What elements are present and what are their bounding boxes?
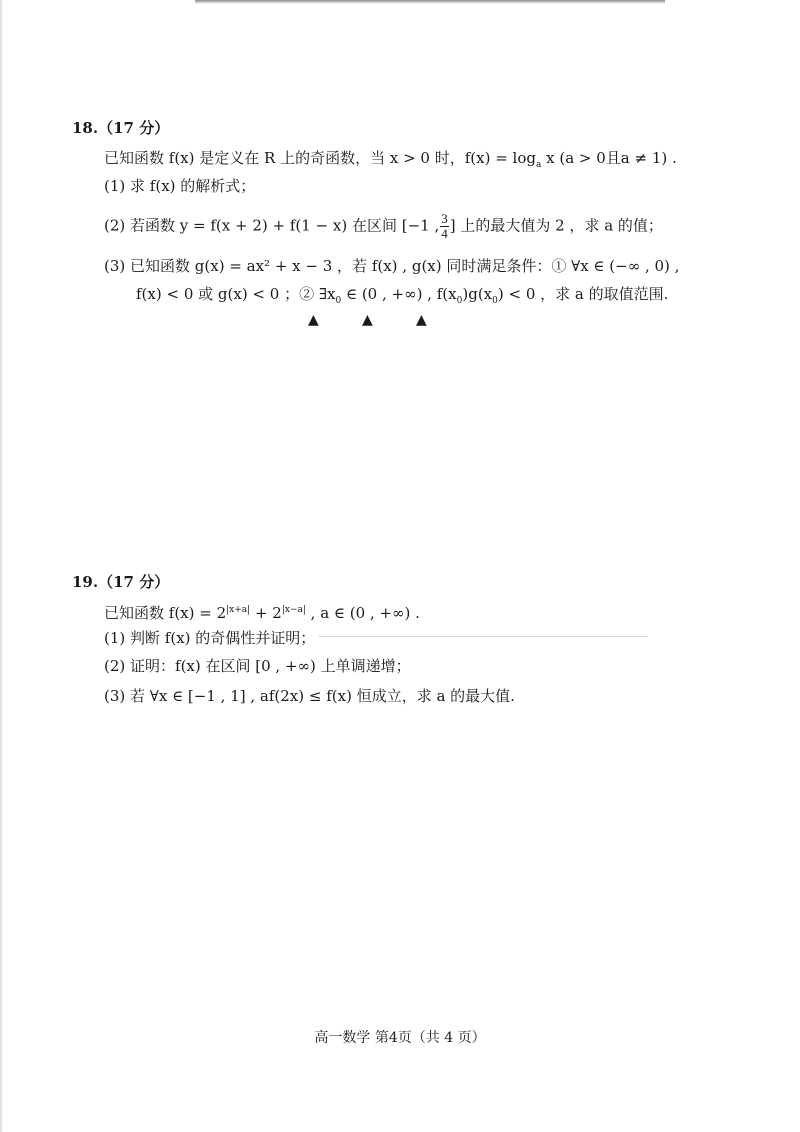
q18-part3-text-c: )g(x xyxy=(462,285,493,303)
q18-stem-text: 已知函数 f(x) 是定义在 R 上的奇函数，当 x > 0 时，f(x) = log xyxy=(104,149,536,167)
q19-stem-text-b: + 2 xyxy=(250,604,282,622)
q18-part3-sub-3: 0 xyxy=(492,296,498,306)
fraction-numerator: 3 xyxy=(441,211,448,226)
triangle-mark: ▲ xyxy=(362,312,373,328)
q18-stem-log-base: a xyxy=(535,160,542,170)
triangle-mark: ▲ xyxy=(308,312,319,328)
question-19-part-2: (2) 证明：f(x) 在区间 [0 , +∞) 上单调递增； xyxy=(104,657,411,675)
question-18-part-2 xyxy=(104,212,663,241)
q18-part3-text-b: ∈ (0 , +∞) , f(x xyxy=(341,285,457,303)
q18-part3-sub-1: 0 xyxy=(335,296,342,306)
question-18-part-1: (1) 求 f(x) 的解析式； xyxy=(104,177,256,195)
q19-exponent-1: |x+a| xyxy=(226,605,251,615)
question-19-part-1: (1) 判断 f(x) 的奇偶性并证明； xyxy=(104,629,316,647)
question-18-number: 18.（17 分） xyxy=(72,119,170,137)
question-19-number: 19.（17 分） xyxy=(72,573,170,591)
q18-part2-text-a: (2) 若函数 y = f(x + 2) + f(1 − x) 在区间 [−1 , xyxy=(104,216,440,235)
q18-stem-tail: x (a > 0且a ≠ 1) . xyxy=(541,149,677,167)
question-18-stem xyxy=(104,148,677,175)
q19-stem-text-a: 已知函数 f(x) = 2 xyxy=(104,604,227,622)
q18-part2-text-b: ] 上的最大值为 2 ，求 a 的值； xyxy=(449,216,663,235)
q19-exponent-2: |x−a| xyxy=(281,605,306,615)
question-18-part-3-line-1: (3) 已知函数 g(x) = ax² + x − 3 ，若 f(x) , g(x) 同时满足条件：① ∀x ∈ (−∞ , 0) , xyxy=(104,257,680,275)
question-18-part-3-line-2 xyxy=(136,284,668,311)
fraction-denominator: 4 xyxy=(441,226,448,241)
fraction-three-quarters xyxy=(440,212,449,241)
page-footer: 高一数学 第4页（共 4 页） xyxy=(314,1030,486,1046)
question-19-part-3: (3) 若 ∀x ∈ [−1 , 1] , af(2x) ≤ f(x) 恒成立，求 a 的最大值. xyxy=(104,687,515,705)
question-19-stem xyxy=(104,600,420,623)
triangle-mark: ▲ xyxy=(416,312,427,328)
scan-edge-left xyxy=(0,0,3,1132)
scan-edge-top xyxy=(195,0,665,4)
scan-artifact-line xyxy=(318,636,648,637)
q18-part3-sub-2: 0 xyxy=(456,296,463,306)
q18-part3-text-a: f(x) < 0 或 g(x) < 0 ；② ∃x xyxy=(136,285,336,303)
q18-part3-text-d: ) < 0 ，求 a 的取值范围. xyxy=(497,285,669,303)
q19-stem-text-c: , a ∈ (0 , +∞) . xyxy=(305,604,420,622)
